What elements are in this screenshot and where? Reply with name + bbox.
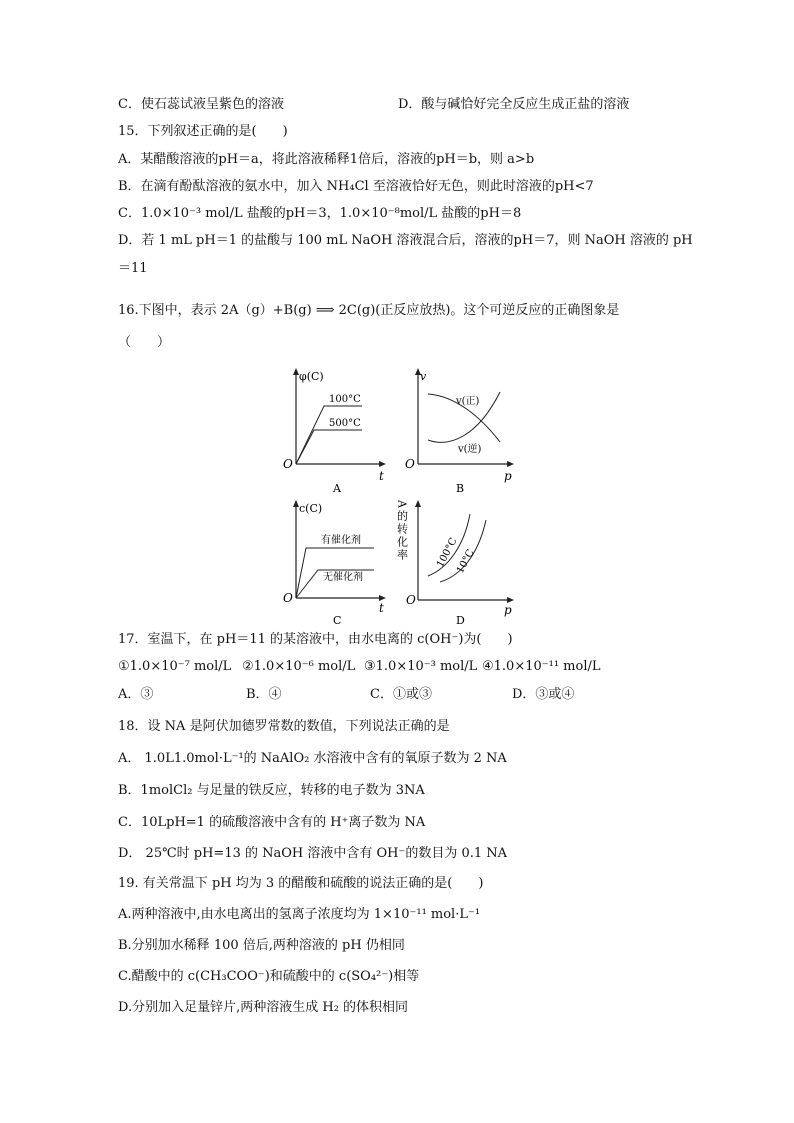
graph-d-curve-100c: 100°C [434, 536, 460, 570]
q15-option-c: C．1.0×10⁻³ mol/L 盐酸的pH＝3，1.0×10⁻⁸mol/L 盐酸的pH＝8 [118, 206, 522, 221]
graph-c-origin: O [283, 591, 293, 605]
graph-a-letter: A [333, 482, 341, 495]
q16-answer-paren: （ ） [118, 335, 171, 350]
q19-option-a: A.两种溶液中,由水电离出的氢离子浓度均为 1×10⁻¹¹ mol·L⁻¹ [118, 907, 481, 922]
graph-c-xlabel: t [379, 601, 384, 615]
graph-d-curve-10c: 10°C [454, 547, 477, 576]
q15-option-d-cont: ＝11 [118, 261, 148, 276]
q17-option-d: D．③或④ [512, 687, 575, 702]
q18-option-c: C．10LpH=1 的硫酸溶液中含有的 H⁺离子数为 NA [118, 815, 426, 830]
q17-option-c: C．①或③ [370, 687, 432, 702]
q16-stem: 16.下图中，表示 2A（g）+B(g) ⟹ 2C(g)(正反应放热)。这个可逆反应的正确图象是 [118, 303, 620, 318]
graph-a-xlabel: t [379, 469, 384, 483]
graph-d [396, 496, 520, 628]
q18-option-d: D． 25℃时 pH=13 的 NaOH 溶液中含有 OH⁻的数目为 0.1 NA [118, 846, 508, 861]
q17-choice-1: ①1.0×10⁻⁷ mol/L [118, 659, 232, 674]
q15-option-a: A．某醋酸溶液的pH＝a，将此溶液稀释1倍后，溶液的pH＝b，则 a>b [118, 152, 535, 167]
q17-stem: 17．室温下，在 pH＝11 的某溶液中，由水电离的 c(OH⁻)为( ) [118, 632, 513, 647]
graph-b-ylabel: v [420, 370, 427, 383]
q18-option-b: B．1molCl₂ 与足量的铁反应，转移的电子数为 3NA [118, 783, 425, 798]
q17-option-b: B．④ [246, 687, 282, 702]
graph-b-origin: O [405, 457, 415, 471]
q15-option-b: B．在滴有酚酞溶液的氨水中，加入 NH₄Cl 至溶液恰好无色，则此时溶液的pH<7 [118, 179, 594, 194]
q17-choice-4: ④1.0×10⁻¹¹ mol/L [482, 659, 601, 674]
q14-option-d: D．酸与碱恰好完全反应生成正盐的溶液 [398, 97, 630, 112]
q19-option-d: D.分别加入足量锌片,两种溶液生成 H₂ 的体积相同 [118, 1000, 409, 1015]
graph-d-ylabel: A的转化率 [396, 500, 409, 562]
graph-c-ylabel: c(C) [299, 502, 323, 515]
q19-option-b: B.分别加水稀释 100 倍后,两种溶液的 pH 仍相同 [118, 938, 405, 953]
graph-b-letter: B [456, 482, 465, 495]
graph-d-xlabel: p [504, 603, 512, 617]
graph-c-curve-catalyst: 有催化剂 [321, 535, 361, 546]
q19-stem: 19. 有关常温下 pH 均为 3 的醋酸和硫酸的说法正确的是( ) [118, 876, 484, 891]
graph-c [278, 496, 388, 628]
graph-b-curve-forward: v(正) [456, 396, 480, 407]
q15-option-d: D．若 1 mL pH＝1 的盐酸与 100 mL NaOH 溶液混合后，溶液的pH＝7，则 NaOH 溶液的 pH [118, 233, 693, 248]
q17-option-a: A．③ [118, 687, 154, 702]
graph-c-curve-no-catalyst: 无催化剂 [323, 572, 363, 583]
q17-choice-2: ②1.0×10⁻⁶ mol/L [242, 659, 356, 674]
graph-d-letter: D [456, 614, 465, 627]
q19-option-c: C.醋酸中的 c(CH₃COO⁻)和硫酸中的 c(SO₄²⁻)相等 [118, 969, 420, 984]
graph-a [278, 364, 388, 496]
graph-a-curve-100c: 100°C [329, 394, 361, 405]
q17-choice-3: ③1.0×10⁻³ mol/L [364, 659, 478, 674]
graph-c-letter: C [333, 614, 342, 627]
graph-d-origin: O [406, 593, 416, 607]
q14-option-c: C．使石蕊试液呈紫色的溶液 [118, 97, 284, 112]
graph-b-xlabel: p [504, 469, 512, 483]
graph-b [400, 364, 520, 496]
q18-stem: 18．设 NA 是阿伏加德罗常数的数值，下列说法正确的是 [118, 719, 450, 734]
graph-a-origin: O [283, 457, 293, 471]
graph-a-curve-500c: 500°C [329, 418, 361, 429]
q18-option-a: A． 1.0L1.0mol·L⁻¹的 NaAlO₂ 水溶液中含有的氧原子数为 2 NA [118, 751, 507, 766]
graph-b-curve-reverse: v(逆) [458, 444, 482, 455]
graph-a-ylabel: φ(C) [299, 370, 324, 383]
q15-stem: 15．下列叙述正确的是( ) [118, 124, 288, 139]
